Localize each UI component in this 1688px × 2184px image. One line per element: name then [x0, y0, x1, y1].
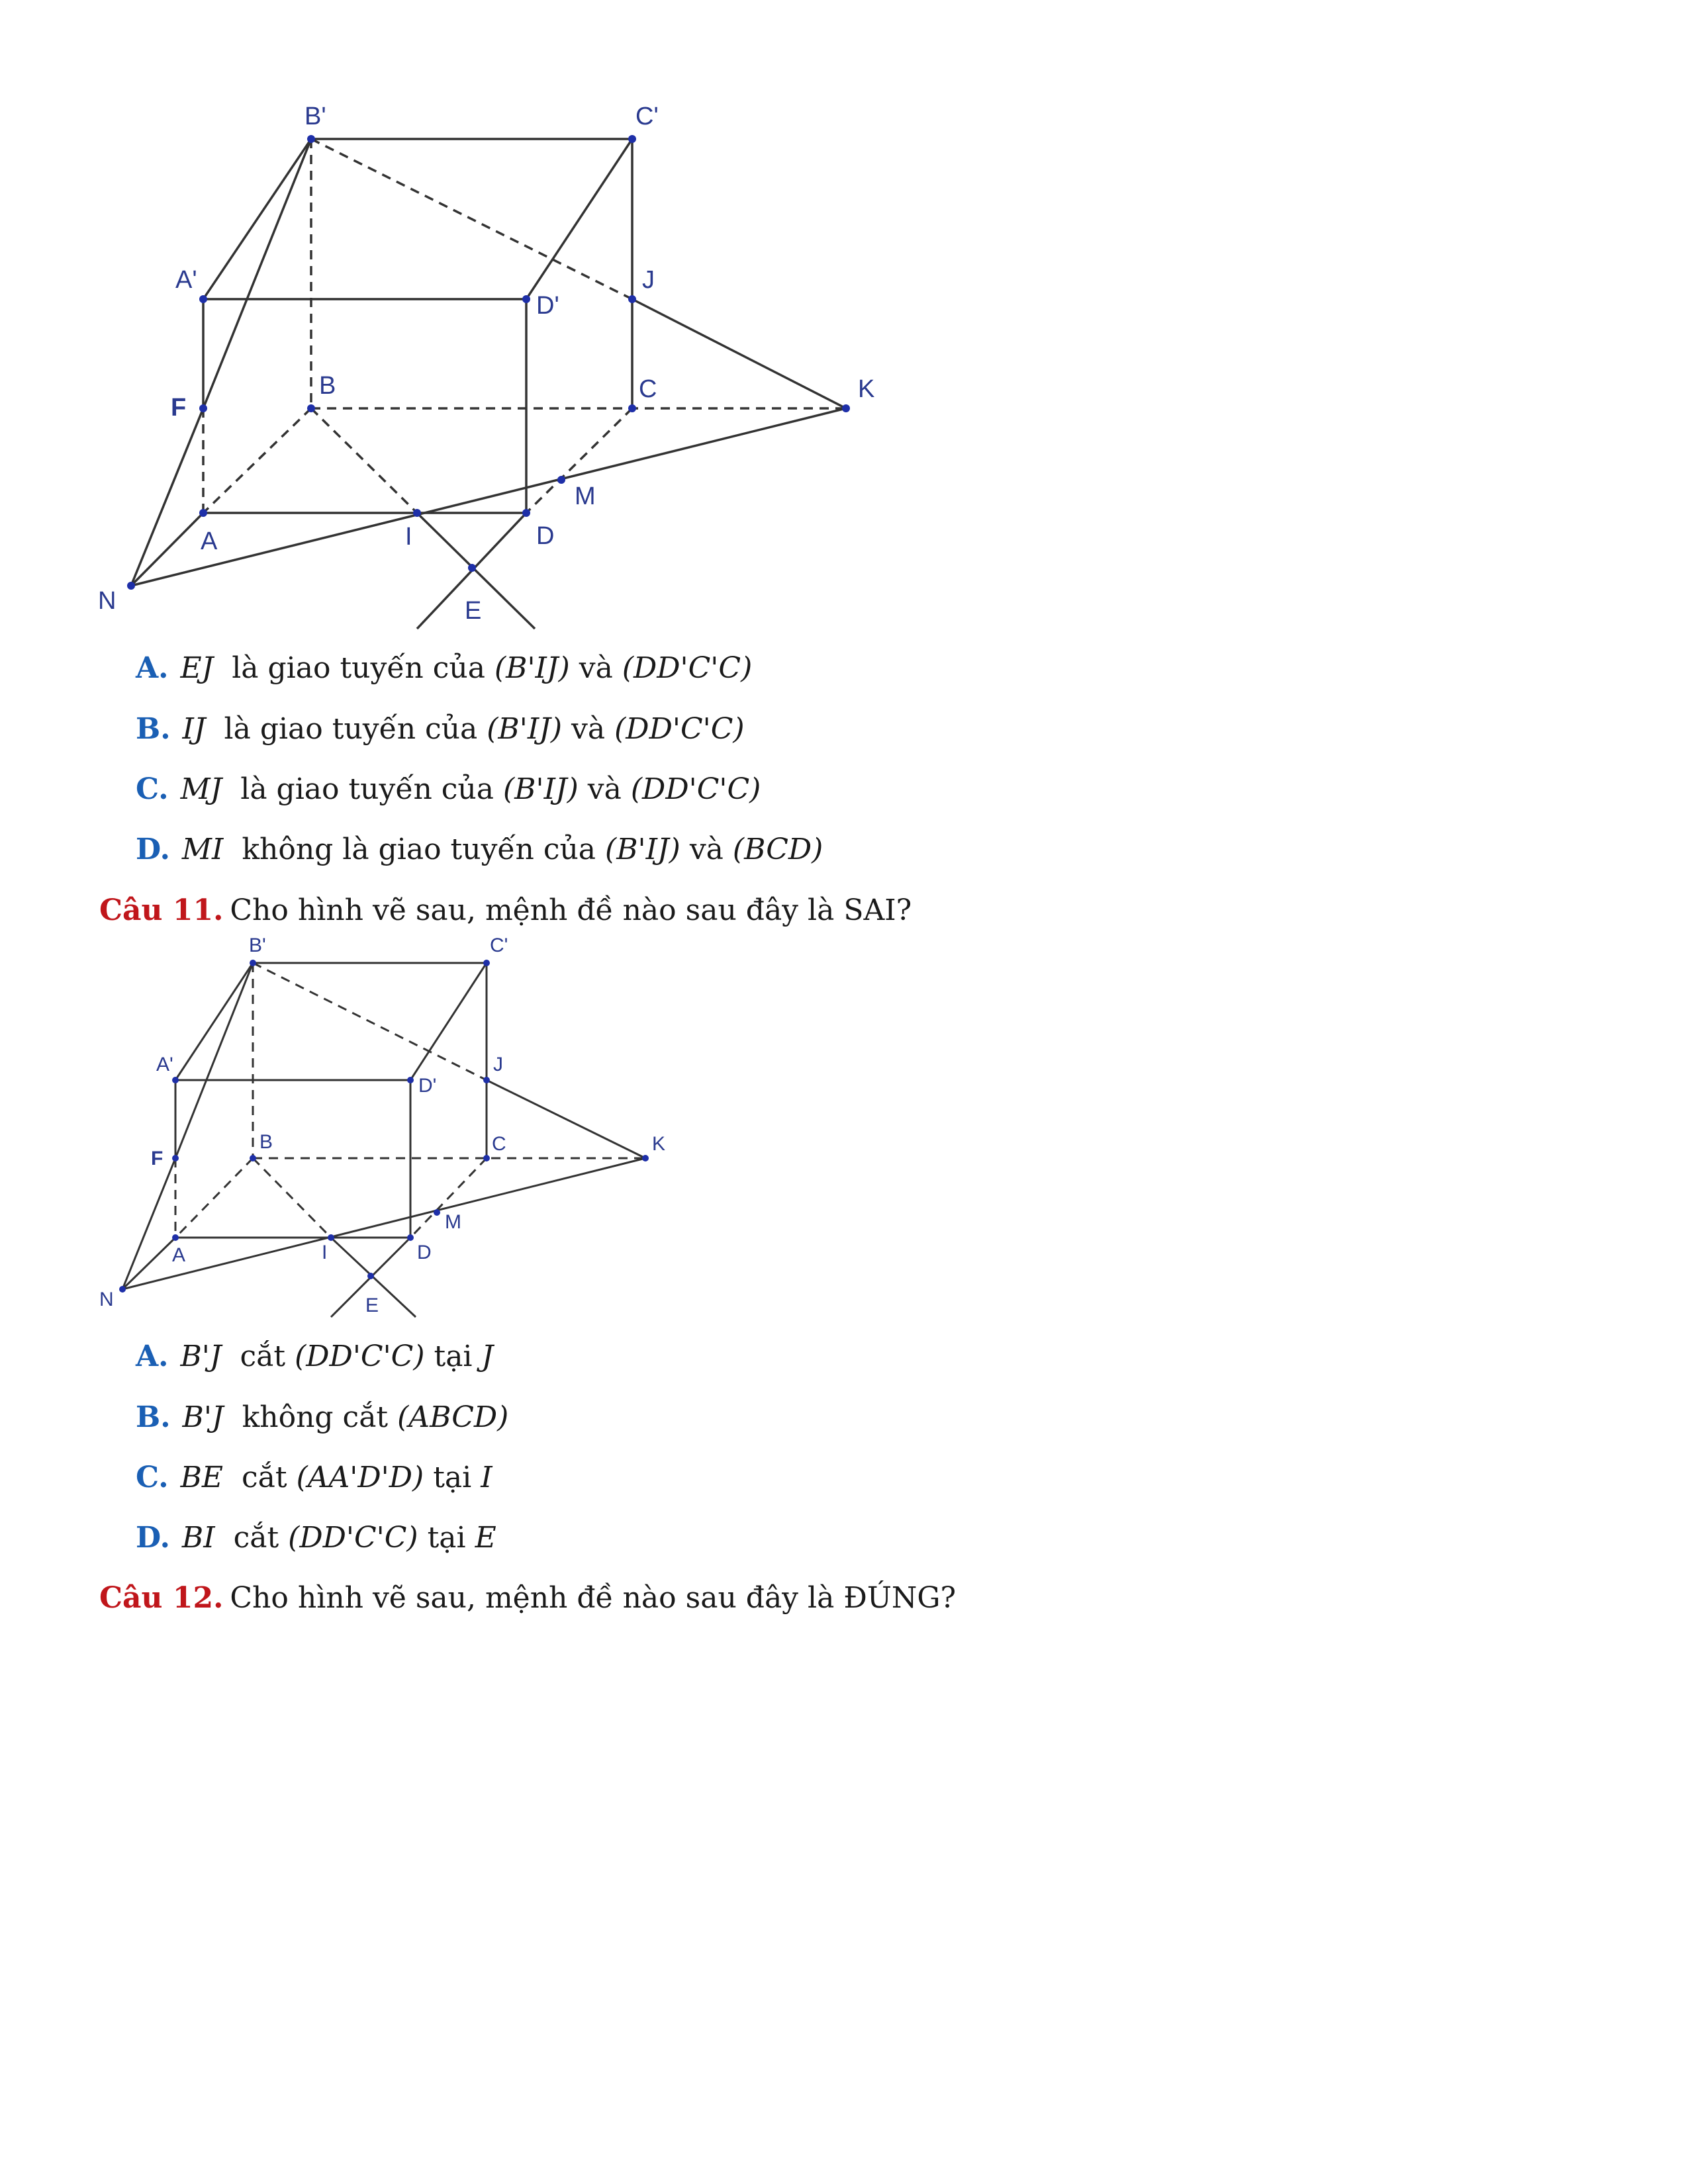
option-plane1: (B'IJ): [503, 772, 579, 806]
label-K: K: [858, 375, 875, 403]
option-plane2: (DD'C'C): [630, 772, 761, 806]
q11-option-d[interactable]: [136, 1518, 496, 1558]
label-F: F: [151, 1148, 164, 1169]
option-plane2: (DD'C'C): [622, 651, 753, 685]
option-plane2: (BCD): [732, 833, 823, 866]
point-C: [483, 1155, 490, 1161]
option-plane2: (DD'C'C): [614, 712, 745, 746]
option-tail: tại: [427, 1521, 466, 1555]
option-and: và: [587, 772, 622, 806]
option-and: và: [689, 833, 724, 866]
q11-option-c[interactable]: [136, 1458, 492, 1498]
option-label: D.: [136, 1521, 170, 1555]
option-subject: BI: [181, 1521, 215, 1555]
label-D: D: [417, 1242, 432, 1263]
label-Ap: A': [175, 266, 197, 294]
point-M: [434, 1209, 440, 1216]
option-label: A.: [136, 1340, 169, 1373]
option-subject: IJ: [182, 712, 206, 746]
option-label: D.: [136, 833, 170, 866]
question-text: Cho hình vẽ sau, mệnh đề nào sau đây là SAI?: [230, 893, 912, 927]
option-text: là giao tuyến của: [240, 772, 494, 806]
label-N: N: [99, 1289, 114, 1310]
label-J: J: [642, 266, 655, 294]
point-D: [407, 1234, 414, 1241]
label-J: J: [493, 1054, 503, 1075]
option-plane1: (B'IJ): [487, 712, 563, 746]
point-Bp: [250, 960, 256, 966]
point-K: [642, 1155, 649, 1161]
option-and: và: [579, 651, 613, 685]
option-point: E: [475, 1521, 496, 1555]
option-plane: (ABCD): [397, 1400, 509, 1434]
q11-option-b[interactable]: [136, 1398, 508, 1437]
option-subject: MJ: [180, 772, 222, 806]
point-I: [328, 1234, 334, 1241]
question-label: Câu 11.: [99, 893, 224, 927]
label-Dp: D': [536, 292, 559, 320]
option-subject: B'J: [182, 1400, 224, 1434]
q11-option-a[interactable]: [136, 1337, 493, 1377]
option-plane1: (B'IJ): [605, 833, 680, 866]
option-and: và: [571, 712, 606, 746]
point-J: [483, 1077, 490, 1083]
label-K: K: [652, 1133, 666, 1155]
point-B: [250, 1155, 256, 1161]
option-text: cắt: [233, 1521, 279, 1555]
label-D: D: [536, 522, 555, 550]
question-text: Cho hình vẽ sau, mệnh đề nào sau đây là ĐÚNG?: [230, 1581, 957, 1615]
label-I: I: [322, 1242, 328, 1263]
label-A: A: [201, 527, 218, 555]
label-Bp: B': [305, 103, 326, 130]
option-subject: MI: [181, 833, 224, 866]
option-point: I: [481, 1461, 492, 1494]
option-text: là giao tuyến của: [232, 651, 485, 685]
option-text: không là giao tuyến của: [242, 833, 596, 866]
option-label: B.: [136, 712, 171, 746]
option-plane: (DD'C'C): [288, 1521, 418, 1555]
point-Dp: [407, 1077, 414, 1083]
option-subject: EJ: [180, 651, 214, 685]
option-plane: (AA'D'D): [296, 1461, 424, 1494]
question-12: [99, 1578, 956, 1618]
label-B: B: [319, 372, 336, 400]
option-subject: BE: [180, 1461, 224, 1494]
label-B: B: [259, 1131, 273, 1153]
label-Cp: C': [635, 103, 659, 130]
label-F: F: [171, 394, 187, 422]
option-label: B.: [136, 1400, 171, 1434]
label-C: C: [639, 375, 657, 403]
label-E: E: [365, 1295, 379, 1316]
point-N: [119, 1286, 126, 1293]
option-label: C.: [136, 772, 169, 806]
question-label: Câu 12.: [99, 1581, 224, 1615]
option-subject: B'J: [180, 1340, 222, 1373]
point-E: [367, 1273, 374, 1279]
label-Ap: A': [156, 1054, 173, 1075]
option-plane: (DD'C'C): [295, 1340, 425, 1373]
label-Bp: B': [249, 934, 266, 956]
option-label: A.: [136, 651, 169, 685]
option-tail: tại: [433, 1461, 472, 1494]
option-text: cắt: [240, 1340, 286, 1373]
option-tail: tại: [434, 1340, 473, 1373]
option-plane1: (B'IJ): [494, 651, 570, 685]
option-text: là giao tuyến của: [224, 712, 478, 746]
option-label: C.: [136, 1461, 169, 1494]
label-C: C: [492, 1133, 506, 1155]
option-point: J: [481, 1340, 494, 1373]
point-Cp: [483, 960, 490, 966]
label-N: N: [98, 587, 117, 615]
label-Cp: C': [490, 934, 508, 956]
label-M: M: [575, 482, 596, 510]
label-I: I: [405, 523, 412, 551]
label-M: M: [445, 1211, 461, 1233]
point-Ap: [172, 1077, 179, 1083]
label-A: A: [172, 1244, 186, 1266]
point-F: [172, 1155, 179, 1161]
label-E: E: [465, 597, 482, 625]
label-Dp: D': [418, 1075, 437, 1097]
option-text: cắt: [242, 1461, 287, 1494]
point-A: [172, 1234, 179, 1241]
option-text: không cắt: [242, 1400, 389, 1434]
